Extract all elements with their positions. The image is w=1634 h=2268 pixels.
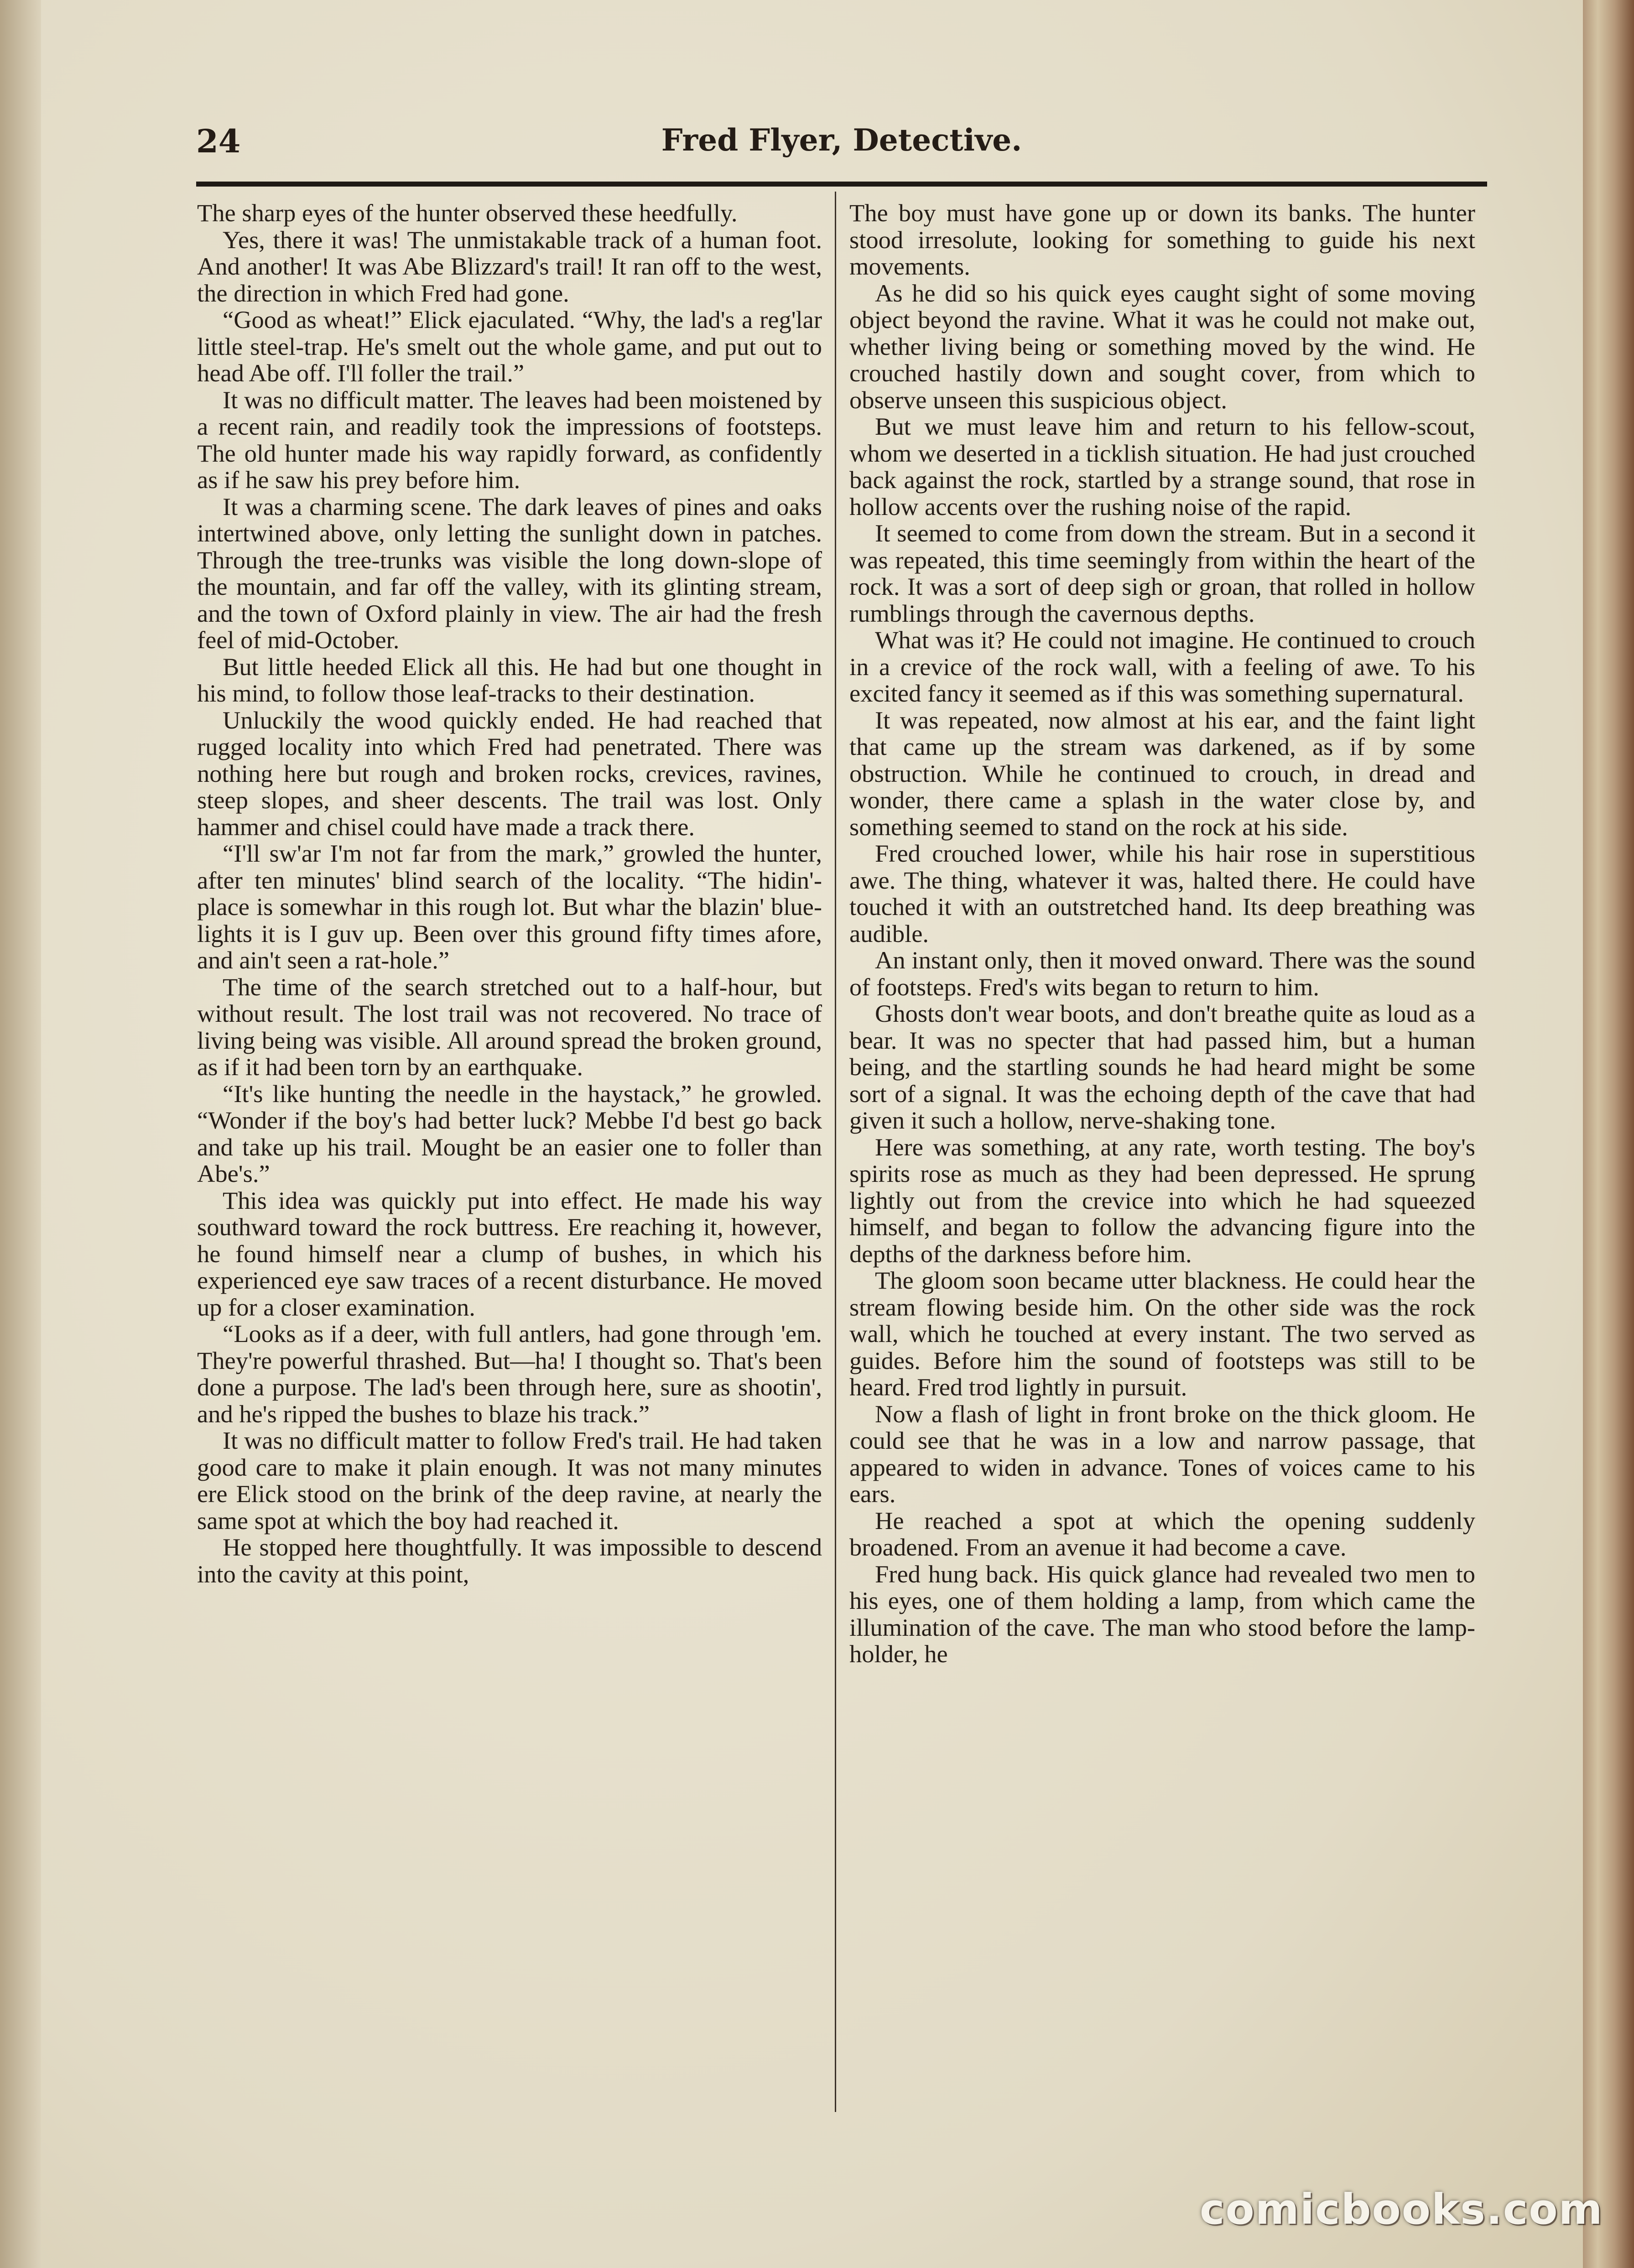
paragraph: But we must leave him and return to his fellow-scout, whom we deserted in a ticklish situation. He had just crouched back against the rock, startled by a strange sound, that rose in hollow accents over the rushing noise of the rapid. [849,412,1475,520]
paragraph: Here was something, at any rate, worth testing. The boy's spirits rose as much as they had been depressed. He sprung lightly out from the crevice into which he had squeezed himself, and began to follow the advancing figure into the depths of the darkness before him. [849,1133,1475,1268]
watermark-logo: comicbooks.com [1200,2185,1603,2234]
paragraph: “I'll sw'ar I'm not far from the mark,” growled the hunter, after ten minutes' blind search of the locality. “The hidin'-place is somewhar in this rough lot. But whar the blazin' blue-lights it is I guv up. Been over this ground fifty times afore, and ain't seen a rat-hole.” [197,839,822,974]
paragraph: “It's like hunting the needle in the haystack,” he growled. “Wonder if the boy's had better luck? Mebbe I'd best go back and take up his trail. Mought be an easier one to foller than Abe's.” [197,1079,822,1187]
paragraph: He reached a spot at which the opening suddenly broadened. From an avenue it had become a cave. [849,1506,1475,1561]
paragraph: “Good as wheat!” Elick ejaculated. “Why, the lad's a reg'lar little steel-trap. He's smelt out the whole game, and put out to head Abe off. I'll foller the trail.” [197,306,822,387]
adjacent-page-edge [1578,0,1634,2268]
paragraph: This idea was quickly put into effect. He made his way southward toward the rock buttress. Ere reaching it, however, he found himself near a clump of bushes, in which his experienced eye saw traces of a recent disturbance. He moved up for a closer examination. [197,1186,822,1321]
paragraph: As he did so his quick eyes caught sight of some moving object beyond the ravine. What it was he could not make out, whether living being or something moved by the wind. He crouched hastily down and sought cover, from which to observe unseen this suspicious object. [849,279,1475,414]
paragraph: What was it? He could not imagine. He continued to crouch in a crevice of the rock wall, with a feeling of awe. To his excited fancy it seemed as if this was something supernatural. [849,626,1475,707]
right-column [849,200,1475,1668]
paragraph: Fred crouched lower, while his hair rose in superstitious awe. The thing, whatever it was, halted there. He could have touched it with an outstretched hand. Its deep breathing was audible. [849,839,1475,947]
paragraph: The gloom soon became utter blackness. He could hear the stream flowing beside him. On the other side was the rock wall, which he touched at every instant. The two served as guides. Before him the sound of footsteps was still to be heard. Fred trod lightly in pursuit. [849,1266,1475,1401]
paragraph: Now a flash of light in front broke on the thick gloom. He could see that he was in a low and narrow passage, that appeared to widen in advance. Tones of voices came to his ears. [849,1399,1475,1508]
paragraph: The time of the search stretched out to a half-hour, but without result. The lost trail was not recovered. No trace of living being was visible. All around spread the broken ground, as if it had been torn by an earthquake. [197,973,822,1081]
spine-shadow [0,0,41,2268]
paragraph: It was no difficult matter. The leaves had been moistened by a recent rain, and readily took the impressions of footsteps. The old hunter made his way rapidly forward, as confidently as if he saw his prey before him. [197,385,822,494]
paragraph: “Looks as if a deer, with full antlers, had gone through 'em. They're powerful thrashed. But—ha! I thought so. That's been done a purpose. The lad's been through here, sure as shootin', and he's ripped the bushes to blaze his track.” [197,1320,822,1428]
running-head: Fred Flyer, Detective. [661,122,1022,158]
paragraph: Unluckily the wood quickly ended. He had reached that rugged locality into which Fred had penetrated. There was nothing here but rough and broken rocks, crevices, ravines, steep slopes, and sheer descents. The trail was lost. Only hammer and chisel could have made a track there. [197,706,822,841]
left-column [197,200,822,1587]
paragraph: Yes, there it was! The unmistakable track of a human foot. And another! It was Abe Blizzard's trail! It ran off to the west, the direction in which Fred had gone. [197,225,822,307]
paragraph: Ghosts don't wear boots, and don't breathe quite as loud as a bear. It was no specter that had passed him, but a human being, and the startling sounds he had heard might be some sort of a signal. It was the echoing depth of the cave that had given it such a hollow, nerve-shaking tone. [849,999,1475,1134]
column-divider [835,192,836,2112]
paragraph: The boy must have gone up or down its banks. The hunter stood irresolute, looking for something to guide his next movements. [849,199,1475,280]
page-header [196,122,1487,172]
paragraph: The sharp eyes of the hunter observed these heedfully. [197,199,738,227]
paragraph: It was a charming scene. The dark leaves of pines and oaks intertwined above, only letting the sunlight down in patches. Through the tree-trunks was visible the long down-slope of the mountain, and far off the valley, with its glinting stream, and the town of Oxford plainly in view. The air had the fresh feel of mid-October. [197,492,822,654]
paragraph: It seemed to come from down the stream. But in a second it was repeated, this time seemingly from within the heart of the rock. It was a sort of deep sigh or groan, that rolled in hollow rumblings through the cavernous depths. [849,519,1475,627]
paragraph: It was repeated, now almost at his ear, and the faint light that came up the stream was darkened, as if by some obstruction. While he continued to crouch, in dread and wonder, there came a splash in the water close by, and something seemed to stand on the rock at his side. [849,706,1475,841]
paragraph: Fred hung back. His quick glance had revealed two men to his eyes, one of them holding a lamp, from which came the illumination of the cave. The man who stood before the lamp-holder, he [849,1560,1475,1668]
paragraph: An instant only, then it moved onward. There was the sound of footsteps. Fred's wits began to return to him. [849,946,1475,1001]
page-number: 24 [196,122,241,160]
paragraph: But little heeded Elick all this. He had but one thought in his mind, to follow those leaf-tracks to their destination. [197,652,822,707]
paragraph: He stopped here thoughtfully. It was impossible to descend into the cavity at this point, [197,1533,822,1588]
header-rule [196,182,1487,187]
paragraph: It was no difficult matter to follow Fred's trail. He had taken good care to make it plain enough. It was not many minutes ere Elick stood on the brink of the deep ravine, at nearly the same spot at which the boy had reached it. [197,1426,822,1535]
